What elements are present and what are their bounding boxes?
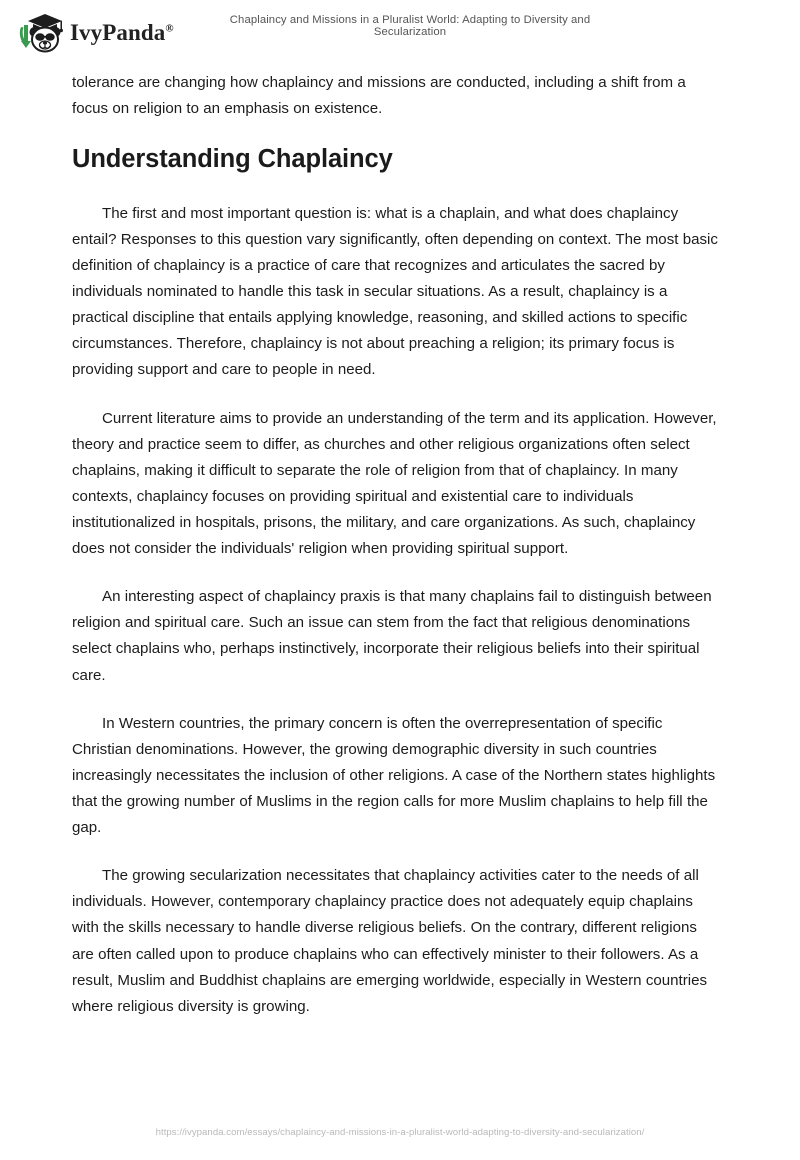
continued-paragraph: tolerance are changing how chaplaincy and missions are conducted, including a shift from a focus on religion to an emphasis on existence. [72,74,686,118]
page-footer [0,1122,800,1140]
brand-name-text: IvyPanda [70,19,166,45]
registered-trademark-icon: ® [165,21,174,34]
body-paragraph: In Western countries, the primary concern is often the overrepresentation of specific Christian denominations. However, the growing demographic diversity in such countries increasingly necessitates the inclusion of other religions. A case of the Northern states highlights that the growing number of Muslims in the region calls for more Muslim chaplains to help fill the gap. [72,714,716,837]
page-header [0,0,800,62]
document-content [72,70,722,1042]
body-paragraph: The growing secularization necessitates that chaplaincy activities cater to the needs of all individuals. However, contemporary chaplaincy practice does not adequately equip chaplains with the skills necessary to handle diverse religious beliefs. On the contrary, different religions are often called upon to produce chaplains who can effectively minister to their followers. As a result, Muslim and Buddhist chaplains are emerging worldwide, especially in Western countries where religious diversity is growing. [72,867,708,1015]
body-paragraph: Current literature aims to provide an understanding of the term and its application. However, theory and practice seem to differ, as churches and other religious organizations often select chaplains, making it difficult to separate the role of religion from that of chaplaincy. In many contexts, chaplaincy focuses on providing spiritual and existential care to individuals institutionalized in hospitals, prisons, the military, and care organizations. As such, chaplaincy does not consider the individuals' religion when providing spiritual support. [72,409,717,558]
section-heading: Understanding Chaplaincy [72,145,393,174]
body-paragraph: The first and most important question is: what is a chaplain, and what does chaplaincy entail? Responses to this question vary significantly, often depending on context. The most basic definition of chaplaincy is a practice of care that recognizes and articulates the sacred by individuals nominated to handle this task in secular situations. As a result, chaplaincy is a practical discipline that entails applying knowledge, reasoning, and skilled actions to specific circumstances. Therefore, chaplaincy is not about preaching a religion; its primary focus is providing support and care to people in need. [72,204,718,379]
source-url-link[interactable]: https://ivypanda.com/essays/chaplaincy-and-missions-in-a-pluralist-world-adapting-to-diversity-and-secularization/ [155,1127,645,1138]
body-paragraph: An interesting aspect of chaplaincy praxis is that many chaplains fail to distinguish between religion and spiritual care. Such an issue can stem from the fact that religious denominations select chaplains who, perhaps instinctively, incorporate their religious beliefs into their spiritual care. [72,588,712,684]
document-title: Chaplaincy and Missions in a Pluralist World: Adapting to Diversity and Secularization [229,14,591,38]
